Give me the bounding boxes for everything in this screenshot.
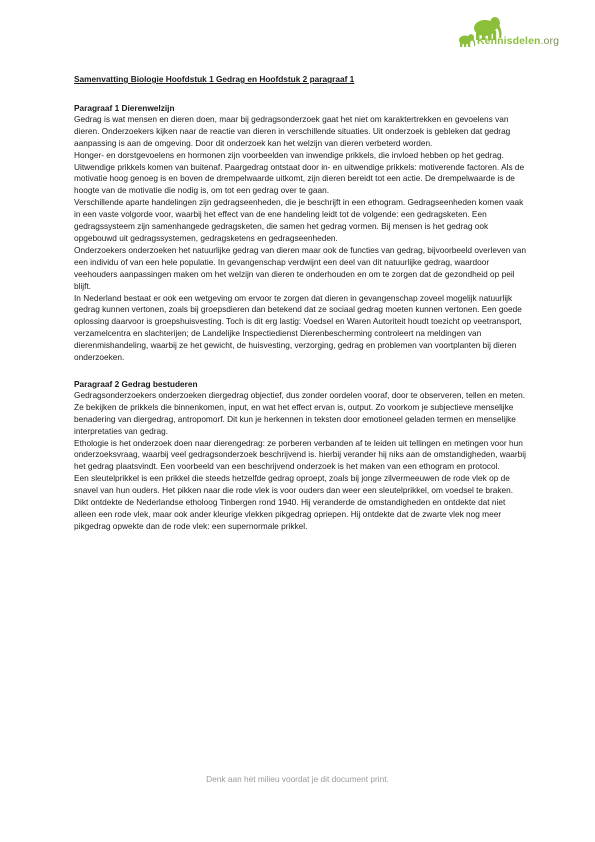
section-heading: Paragraaf 1 Dierenwelzijn	[74, 102, 175, 113]
section-gedrag-bestuderen	[74, 378, 526, 533]
kennisdelen-logo	[455, 14, 575, 60]
paragraph: Verschillende aparte handelingen zijn gedragseenheden, die je beschrijft in een ethogram. Gedragseenheden komen vaak in een vaste volgorde voor, waarbij het effect van de ene handeling leidt tot de volgende: een gedragsketen. Een gedragssysteem zijn samenhangede gedragsketen, die samen het gedrag vormen. Bij mensen is het gedrag ook opgebouwd uit gedragssystemen, gedragsketens en gedragseenheden.	[74, 197, 524, 243]
paragraph: Een sleutelprikkel is een prikkel die steeds hetzelfde gedrag oproept, zoals bij jonge zilvermeeuwen de rode vlek op de snavel van hun ouders. Het pikken naar die rode vlek is voor ouders dan weer een sleutelprikkel, om voedsel te braken. Dikt ontdekte de Nederlandse etholoog Tinbergen rond 1940. Hij veranderde de omstandigheden en ontdekte dat niet alleen een rode vlek, maar ook ander kleurige vlekken pikgedrag opriepen. Hij ontdekte dat de zwarte vlek nog meer pikgedrag opwekte dan de rode vlek: een supernormale prikkel.	[74, 473, 514, 531]
paragraph: In Nederland bestaat er ook een wetgeving om ervoor te zorgen dat dieren in gevangenschap zoveel mogelijk natuurlijk gedrag kunnen vertonen, zoals bij groepsdieren dan betekend dat ze sociaal gedrag moeten kunnen vertonen. Een goede oplossing daarvoor is groepshuisvesting. Toch is dit erg lastig: Voedsel en Waren Autoriteit houdt toezicht op veetransport, verzamelcentra en slachterijen; de Landelijke Inspectiedienst Dierenbescherming controleert na meldingen van dierenmishandeling, waarbij ze het gewicht, de huisvesting, verzorging, gedrag en problemen van voortplanten bij dieren onderzoeken.	[74, 292, 522, 363]
document-title: Samenvatting Biologie Hoofdstuk 1 Gedrag en Hoofdstuk 2 paragraaf 1	[74, 74, 355, 84]
document-body	[74, 74, 526, 533]
section-dierenwelzijn	[74, 102, 526, 364]
paragraph: Gedragsonderzoekers onderzoeken diergedrag objectief, dus zonder oordelen vooraf, door te observeren, tellen en meten. Ze bekijken de prikkels die binnenkomen, input, en wat het effect ervan is, output. Zo voorkom je subjectieve menselijke benadering van diergedrag, antropomorf. Dit kun je herkennen in teksten door emotioneel geladen termen en menselijke interpretaties van gedrag.	[74, 389, 526, 436]
paragraph: Honger- en dorstgevoelens en hormonen zijn voorbeelden van inwendige prikkels, die invloed hebben op het gedrag. Uitwendige prikkels komen van buitenaf. Paargedrag ontstaat door in- en uitwendige prikkels: motiverende factoren. Als de motivatie hoog genoeg is en boven de drempelwaarde uitkomt, zijn dieren bereidt tot een actie. De drempelwaarde is de hoogte van de motivatie die nodig is, om tot een gedrag over te gaan.	[74, 149, 525, 196]
paragraph: Onderzoekers onderzoeken het natuurlijke gedrag van dieren maar ook de functies van gedrag, bijvoorbeeld overleven van een individu of van een hele populatie. In gevangenschap verdwijnt een deel van dit natuurlijke gedrag, waardoor veehouders aanpassingen maken om het welzijn van dieren te onderhouden en om te zorgen dat de gezondheid op peil blijft.	[74, 244, 527, 291]
section-heading: Paragraaf 2 Gedrag bestuderen	[74, 378, 198, 389]
logo-wordmark: Kennisdelen.org	[477, 35, 560, 47]
paragraph: Ethologie is het onderzoek doen naar dierengedrag: ze porberen verbanden af te leiden uit tellingen en metingen voor hun onderzoeksvraag, waarbij veel gedragsonderzoek beschrijvend is. hierbij verander hij niks aan de omstandigheden, waarbij het gedrag plaatsvindt. Een voorbeeld van een beschrijvend onderzoek is het maken van een ethogram en protocol.	[74, 437, 526, 472]
footer-note: Denk aan het milieu voordat je dit document print.	[206, 774, 389, 784]
paragraph: Gedrag is wat mensen en dieren doen, maar bij gedragsonderzoek gaat het niet om karaktertrekken en gevoelens van dieren. Onderzoekers kijken naar de reactie van dieren in verschillende situaties. Uit onderzoek is gebleken dat gedrag aanpassing is aan de omgeving. Door dit onderzoek kan het welzijn van dieren verbeterd worden.	[74, 113, 511, 148]
